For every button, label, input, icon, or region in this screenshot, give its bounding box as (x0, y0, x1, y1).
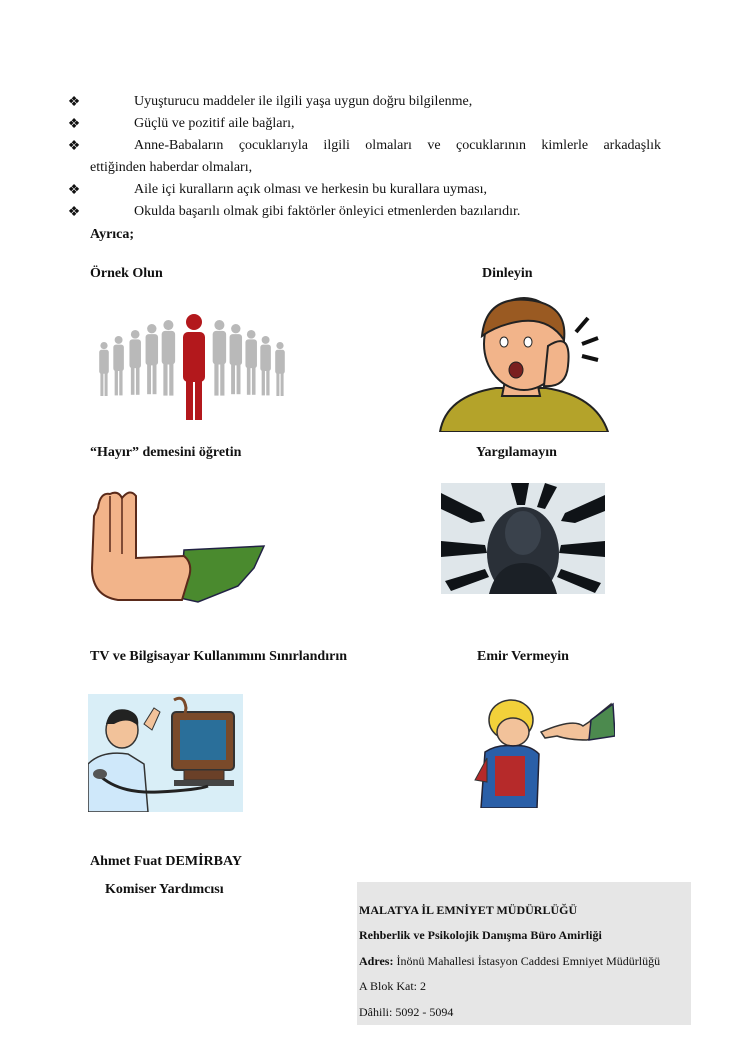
listening-person-illustration (436, 296, 614, 432)
address-label: Adres: (359, 954, 394, 968)
department-name: Rehberlik ve Psikolojik Danışma Büro Amirliği (359, 928, 602, 942)
author-title: Komiser Yardımcısı (105, 882, 224, 897)
bullet-text-3: Anne-Babaların çocuklarıyla ilgili olmaları ve çocuklarının kimlerle arkadaşlık (134, 138, 661, 153)
tip-heading-ornek-olun: Örnek Olun (90, 266, 163, 281)
bullet-text-2: Güçlü ve pozitif aile bağları, (134, 116, 295, 131)
tip-heading-dinleyin: Dinleyin (482, 266, 533, 281)
bullet-text-4: Aile içi kuralların açık olması ve herkesin bu kurallara uyması, (134, 182, 487, 197)
tip-heading-yargilamayin: Yargılamayın (476, 445, 557, 460)
bullet-icon: ❖ (67, 95, 81, 110)
address-text: İnönü Mahallesi İstasyon Caddesi Emniyet Müdürlüğü (396, 954, 661, 968)
bullet-text-1: Uyuşturucu maddeler ile ilgili yaşa uygun doğru bilgilenme, (134, 94, 473, 109)
bullet-icon: ❖ (67, 205, 81, 220)
scolding-child-illustration (465, 696, 615, 808)
ayrica-heading: Ayrıca; (90, 227, 135, 242)
author-name: Ahmet Fuat DEMİRBAY (90, 854, 242, 869)
crowd-leader-illustration (94, 312, 294, 422)
block-floor: A Blok Kat: 2 (359, 979, 427, 993)
bullet-text-5: Okulda başarılı olmak gibi faktörler önleyici etmenlerden bazılarıdır. (134, 204, 521, 219)
judging-fingers-illustration (441, 483, 605, 594)
contact-info-box (357, 882, 691, 1025)
bullet-text-3-continuation: ettiğinden haberdar olmaları, (90, 160, 253, 175)
tip-heading-emir-vermeyin: Emir Vermeyin (477, 649, 569, 664)
tip-heading-hayir: “Hayır” demesini öğretin (90, 445, 242, 460)
tip-heading-tv-bilgisayar: TV ve Bilgisayar Kullanımını Sınırlandırın (90, 649, 347, 664)
bullet-icon: ❖ (67, 117, 81, 132)
address-line (359, 954, 660, 969)
stop-hand-illustration (88, 488, 266, 608)
org-name: MALATYA İL EMNİYET MÜDÜRLÜĞÜ (359, 903, 578, 917)
phone-extension: Dâhili: 5092 - 5094 (359, 1005, 454, 1019)
bullet-icon: ❖ (67, 139, 81, 154)
computer-addiction-illustration (88, 694, 243, 812)
bullet-icon: ❖ (67, 183, 81, 198)
